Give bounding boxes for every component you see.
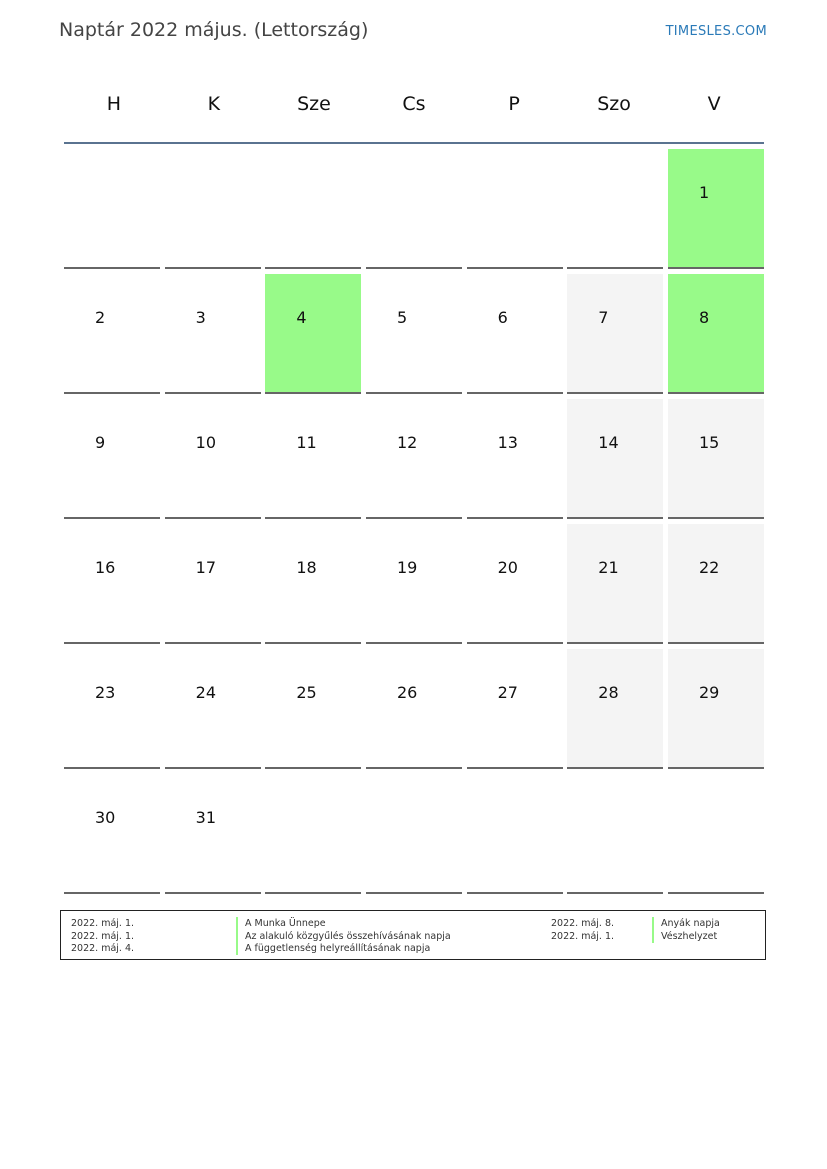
calendar-weeks (64, 149, 764, 899)
day-number: 7 (598, 308, 609, 327)
legend-date: 2022. máj. 1. (551, 930, 615, 942)
empty-day-cell (265, 149, 361, 269)
day-number: 30 (95, 808, 116, 827)
day-number: 5 (396, 308, 408, 327)
legend-holiday-name: Vészhelyzet (652, 930, 717, 943)
calendar-week (64, 649, 764, 774)
day-number: 14 (598, 433, 619, 452)
day-cell[interactable] (64, 649, 160, 769)
weekday-label: P (508, 93, 520, 115)
day-cell[interactable] (366, 524, 462, 644)
day-cell[interactable] (64, 774, 160, 894)
weekday-label: Cs (402, 93, 426, 115)
day-number: 23 (95, 683, 116, 702)
weekday-label: V (707, 93, 721, 115)
weekday-label: K (207, 93, 221, 115)
day-number: 31 (195, 808, 217, 827)
day-cell[interactable] (265, 399, 361, 519)
empty-day-cell (567, 149, 663, 269)
empty-day-cell (567, 774, 663, 894)
empty-day-cell (265, 774, 361, 894)
day-number: 21 (598, 558, 619, 577)
calendar-week (64, 399, 764, 524)
day-cell[interactable] (467, 524, 563, 644)
legend-holiday-name: Anyák napja (652, 917, 720, 930)
legend-date: 2022. máj. 1. (71, 918, 135, 929)
day-number: 24 (195, 683, 217, 702)
day-number: 11 (296, 433, 317, 452)
day-number: 8 (698, 308, 710, 327)
day-cell[interactable] (668, 524, 764, 644)
legend-date: 2022. máj. 1. (71, 930, 135, 942)
day-number: 3 (195, 308, 206, 327)
day-cell[interactable] (165, 774, 261, 894)
day-cell[interactable] (467, 649, 563, 769)
day-cell[interactable] (567, 274, 663, 394)
day-cell[interactable] (668, 149, 764, 269)
day-cell[interactable] (668, 399, 764, 519)
day-cell[interactable] (165, 649, 261, 769)
empty-day-cell (165, 149, 261, 269)
day-number: 6 (497, 308, 508, 327)
legend-date: 2022. máj. 4. (71, 943, 135, 954)
day-cell[interactable] (567, 649, 663, 769)
empty-day-cell (467, 149, 563, 269)
calendar-week (64, 774, 764, 899)
day-cell[interactable] (64, 524, 160, 644)
day-cell[interactable] (165, 274, 261, 394)
day-number: 26 (396, 683, 418, 702)
day-cell[interactable] (64, 274, 160, 394)
legend-holiday-name: A Munka Ünnepe (236, 917, 326, 930)
weekday-header (64, 80, 764, 144)
page-title: Naptár 2022 május. (Lettország) (59, 19, 369, 41)
day-cell[interactable] (366, 649, 462, 769)
day-cell[interactable] (567, 399, 663, 519)
day-cell[interactable] (64, 399, 160, 519)
day-number: 16 (95, 558, 116, 577)
day-number: 10 (195, 433, 217, 452)
weekday-label: H (106, 93, 121, 115)
day-cell[interactable] (467, 274, 563, 394)
day-cell[interactable] (265, 274, 361, 394)
legend-date: 2022. máj. 8. (551, 918, 615, 929)
calendar-week (64, 149, 764, 274)
day-number: 12 (396, 433, 418, 452)
calendar-week (64, 274, 764, 399)
day-number: 17 (195, 558, 217, 577)
day-number: 18 (296, 558, 317, 577)
day-number: 22 (698, 558, 720, 577)
day-cell[interactable] (366, 274, 462, 394)
day-number: 2 (95, 308, 106, 327)
legend-holiday-name: Az alakuló közgyűlés összehívásának napja (236, 930, 451, 943)
day-cell[interactable] (165, 399, 261, 519)
day-number: 9 (95, 433, 106, 452)
day-cell[interactable] (668, 649, 764, 769)
legend-holiday-name: A függetlenség helyreállításának napja (236, 942, 430, 955)
day-cell[interactable] (165, 524, 261, 644)
weekday-label: Szo (597, 93, 631, 115)
day-number: 13 (497, 433, 518, 452)
day-number: 1 (698, 183, 710, 202)
day-number: 15 (698, 433, 720, 452)
day-cell[interactable] (366, 399, 462, 519)
empty-day-cell (467, 774, 563, 894)
day-number: 29 (698, 683, 720, 702)
day-cell[interactable] (265, 649, 361, 769)
holiday-legend (60, 910, 766, 960)
day-number: 25 (296, 683, 317, 702)
day-cell[interactable] (668, 274, 764, 394)
calendar-grid (64, 80, 764, 899)
empty-day-cell (668, 774, 764, 894)
weekday-label: Sze (297, 93, 331, 115)
day-number: 20 (497, 558, 518, 577)
calendar-week (64, 524, 764, 649)
day-number: 19 (396, 558, 418, 577)
day-number: 27 (497, 683, 518, 702)
empty-day-cell (366, 149, 462, 269)
day-cell[interactable] (467, 399, 563, 519)
day-cell[interactable] (265, 524, 361, 644)
brand-link[interactable]: TIMESLES.COM (665, 24, 767, 39)
day-cell[interactable] (567, 524, 663, 644)
day-number: 4 (296, 308, 307, 327)
day-number: 28 (598, 683, 619, 702)
empty-day-cell (64, 149, 160, 269)
empty-day-cell (366, 774, 462, 894)
